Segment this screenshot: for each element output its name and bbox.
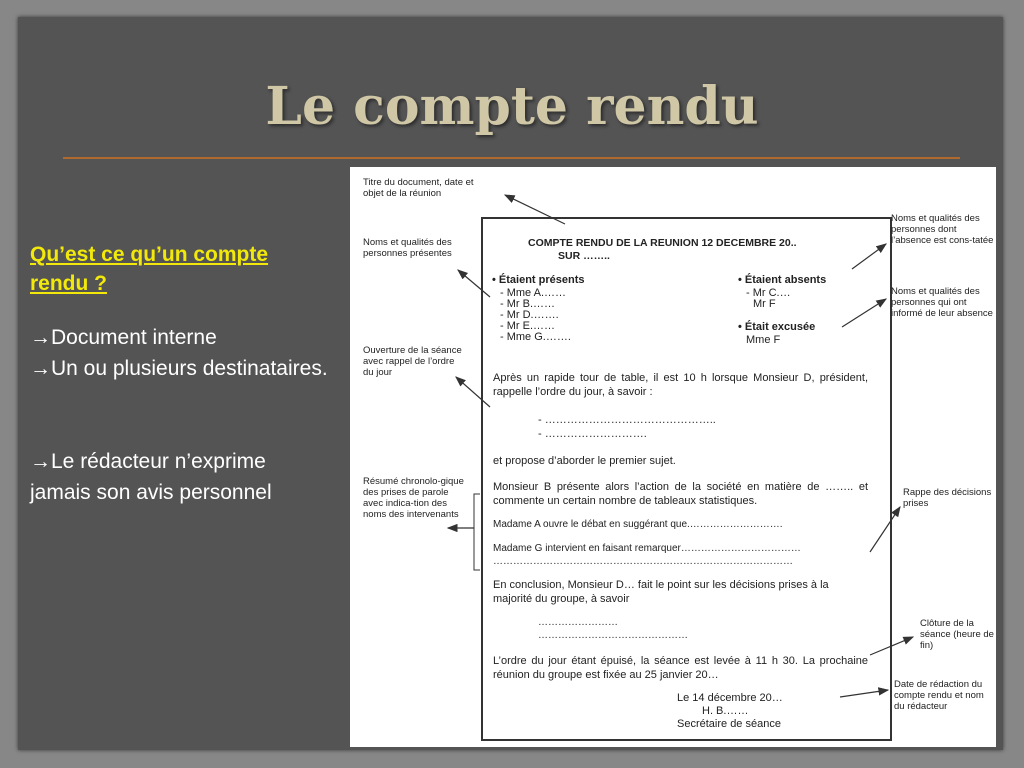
arrow-excused bbox=[842, 299, 886, 327]
report-subject: SUR …….. bbox=[558, 250, 610, 262]
arrow-closing bbox=[870, 637, 913, 655]
madame-g-line: Madame G intervient en faisant remarquer……………………………… bbox=[493, 543, 801, 554]
annotation-summary-info: Résumé chronolo-gique des prises de parole avec indica-tion des noms des intervenants bbox=[363, 476, 464, 520]
present-name: - Mr E.…… bbox=[500, 320, 555, 332]
arrow-title bbox=[505, 195, 565, 224]
opening-paragraph: Après un rapide tour de table, il est 10 h lorsque Monsieur D, président, rappelle l’ordre du jour, à savoir : bbox=[493, 372, 868, 398]
bullet-no-opinion bbox=[30, 446, 330, 508]
arrow-present bbox=[458, 270, 490, 297]
annotation-excused-info: Noms et qualités des personnes qui ont informé de leur absence bbox=[891, 286, 993, 319]
decision-item: ……………………………………… bbox=[538, 630, 688, 641]
present-name: - Mr D.……. bbox=[500, 309, 559, 321]
bullet-text: Un ou plusieurs destinataires. bbox=[51, 357, 328, 380]
madame-a-line: Madame A ouvre le débat en suggérant que.………………………. bbox=[493, 519, 783, 530]
annotation-present-info: Noms et qualités des personnes présentes bbox=[363, 237, 452, 259]
present-title: • Étaient présents bbox=[492, 274, 585, 286]
bullet-text: Document interne bbox=[51, 326, 217, 349]
annotation-closing-info: Clôture de la séance (heure de fin) bbox=[920, 618, 994, 651]
conclusion-paragraph: En conclusion, Monsieur D… fait le point sur les décisions prises à la majorité du groupe, à savoir bbox=[493, 579, 829, 605]
document-figure bbox=[350, 167, 996, 747]
decision-item: …………………… bbox=[538, 617, 618, 628]
arrow-icon: → bbox=[30, 326, 51, 349]
present-name: - Mr B.…… bbox=[500, 298, 555, 310]
arrow-icon: → bbox=[30, 450, 51, 473]
presentation-paragraph: Monsieur B présente alors l’action de la société en matière de …….. et commente un certain nombre de tableaux statistiques. bbox=[493, 481, 868, 507]
slide-title: Le compte rendu bbox=[265, 76, 759, 137]
summary-bracket bbox=[474, 494, 480, 570]
dotted-line: ……………………………………………………………………………… bbox=[493, 556, 793, 567]
absent-name: Mr F bbox=[753, 298, 776, 310]
signature-date: Le 14 décembre 20… bbox=[677, 692, 783, 704]
signature-role: Secrétaire de séance bbox=[677, 718, 781, 730]
present-name: - Mme G.……. bbox=[500, 331, 571, 343]
title-divider bbox=[63, 157, 960, 159]
question-heading: Qu’est ce qu’un compte rendu ? bbox=[30, 243, 269, 295]
signature-initials: H. B.…… bbox=[702, 705, 749, 717]
annotation-opening-info: Ouverture de la séance avec rappel de l’ordre du jour bbox=[363, 345, 462, 378]
bullet-internal-document bbox=[30, 322, 330, 353]
excused-name: Mme F bbox=[746, 334, 781, 346]
agenda-item: - ……………………………………….. bbox=[538, 414, 716, 426]
arrow-opening bbox=[456, 377, 490, 407]
annotation-date-info: Date de rédaction du compte rendu et nom du rédacteur bbox=[894, 679, 984, 712]
annotation-absent-info: Noms et qualités des personnes dont l’absence est cons-tatée bbox=[891, 213, 994, 246]
arrow-date bbox=[840, 690, 888, 697]
annotation-title-info: Titre du document, date et objet de la réunion bbox=[363, 177, 474, 199]
closing-paragraph: L’ordre du jour étant épuisé, la séance est levée à 11 h 30. La prochaine réunion du groupe est fixée au 25 janvier 20… bbox=[493, 655, 868, 681]
agenda-item: - ………………………. bbox=[538, 428, 647, 440]
annotation-decisions-info: Rappe des décisions prises bbox=[903, 487, 992, 509]
arrow-icon: → bbox=[30, 357, 51, 380]
excused-title: • Était excusée bbox=[738, 321, 816, 333]
bullet-text: Le rédacteur n’exprime jamais son avis personnel bbox=[30, 450, 272, 504]
report-header: COMPTE RENDU DE LA REUNION 12 DECEMBRE 20.. bbox=[528, 237, 797, 249]
present-name: - Mme A.…… bbox=[500, 287, 567, 299]
bullet-recipients bbox=[30, 353, 330, 384]
absent-title: • Étaient absents bbox=[738, 274, 827, 286]
propose-line: et propose d’aborder le premier sujet. bbox=[493, 455, 676, 467]
arrow-decisions bbox=[870, 507, 900, 552]
arrow-absent bbox=[852, 244, 886, 269]
absent-name: - Mr C.… bbox=[746, 287, 791, 299]
